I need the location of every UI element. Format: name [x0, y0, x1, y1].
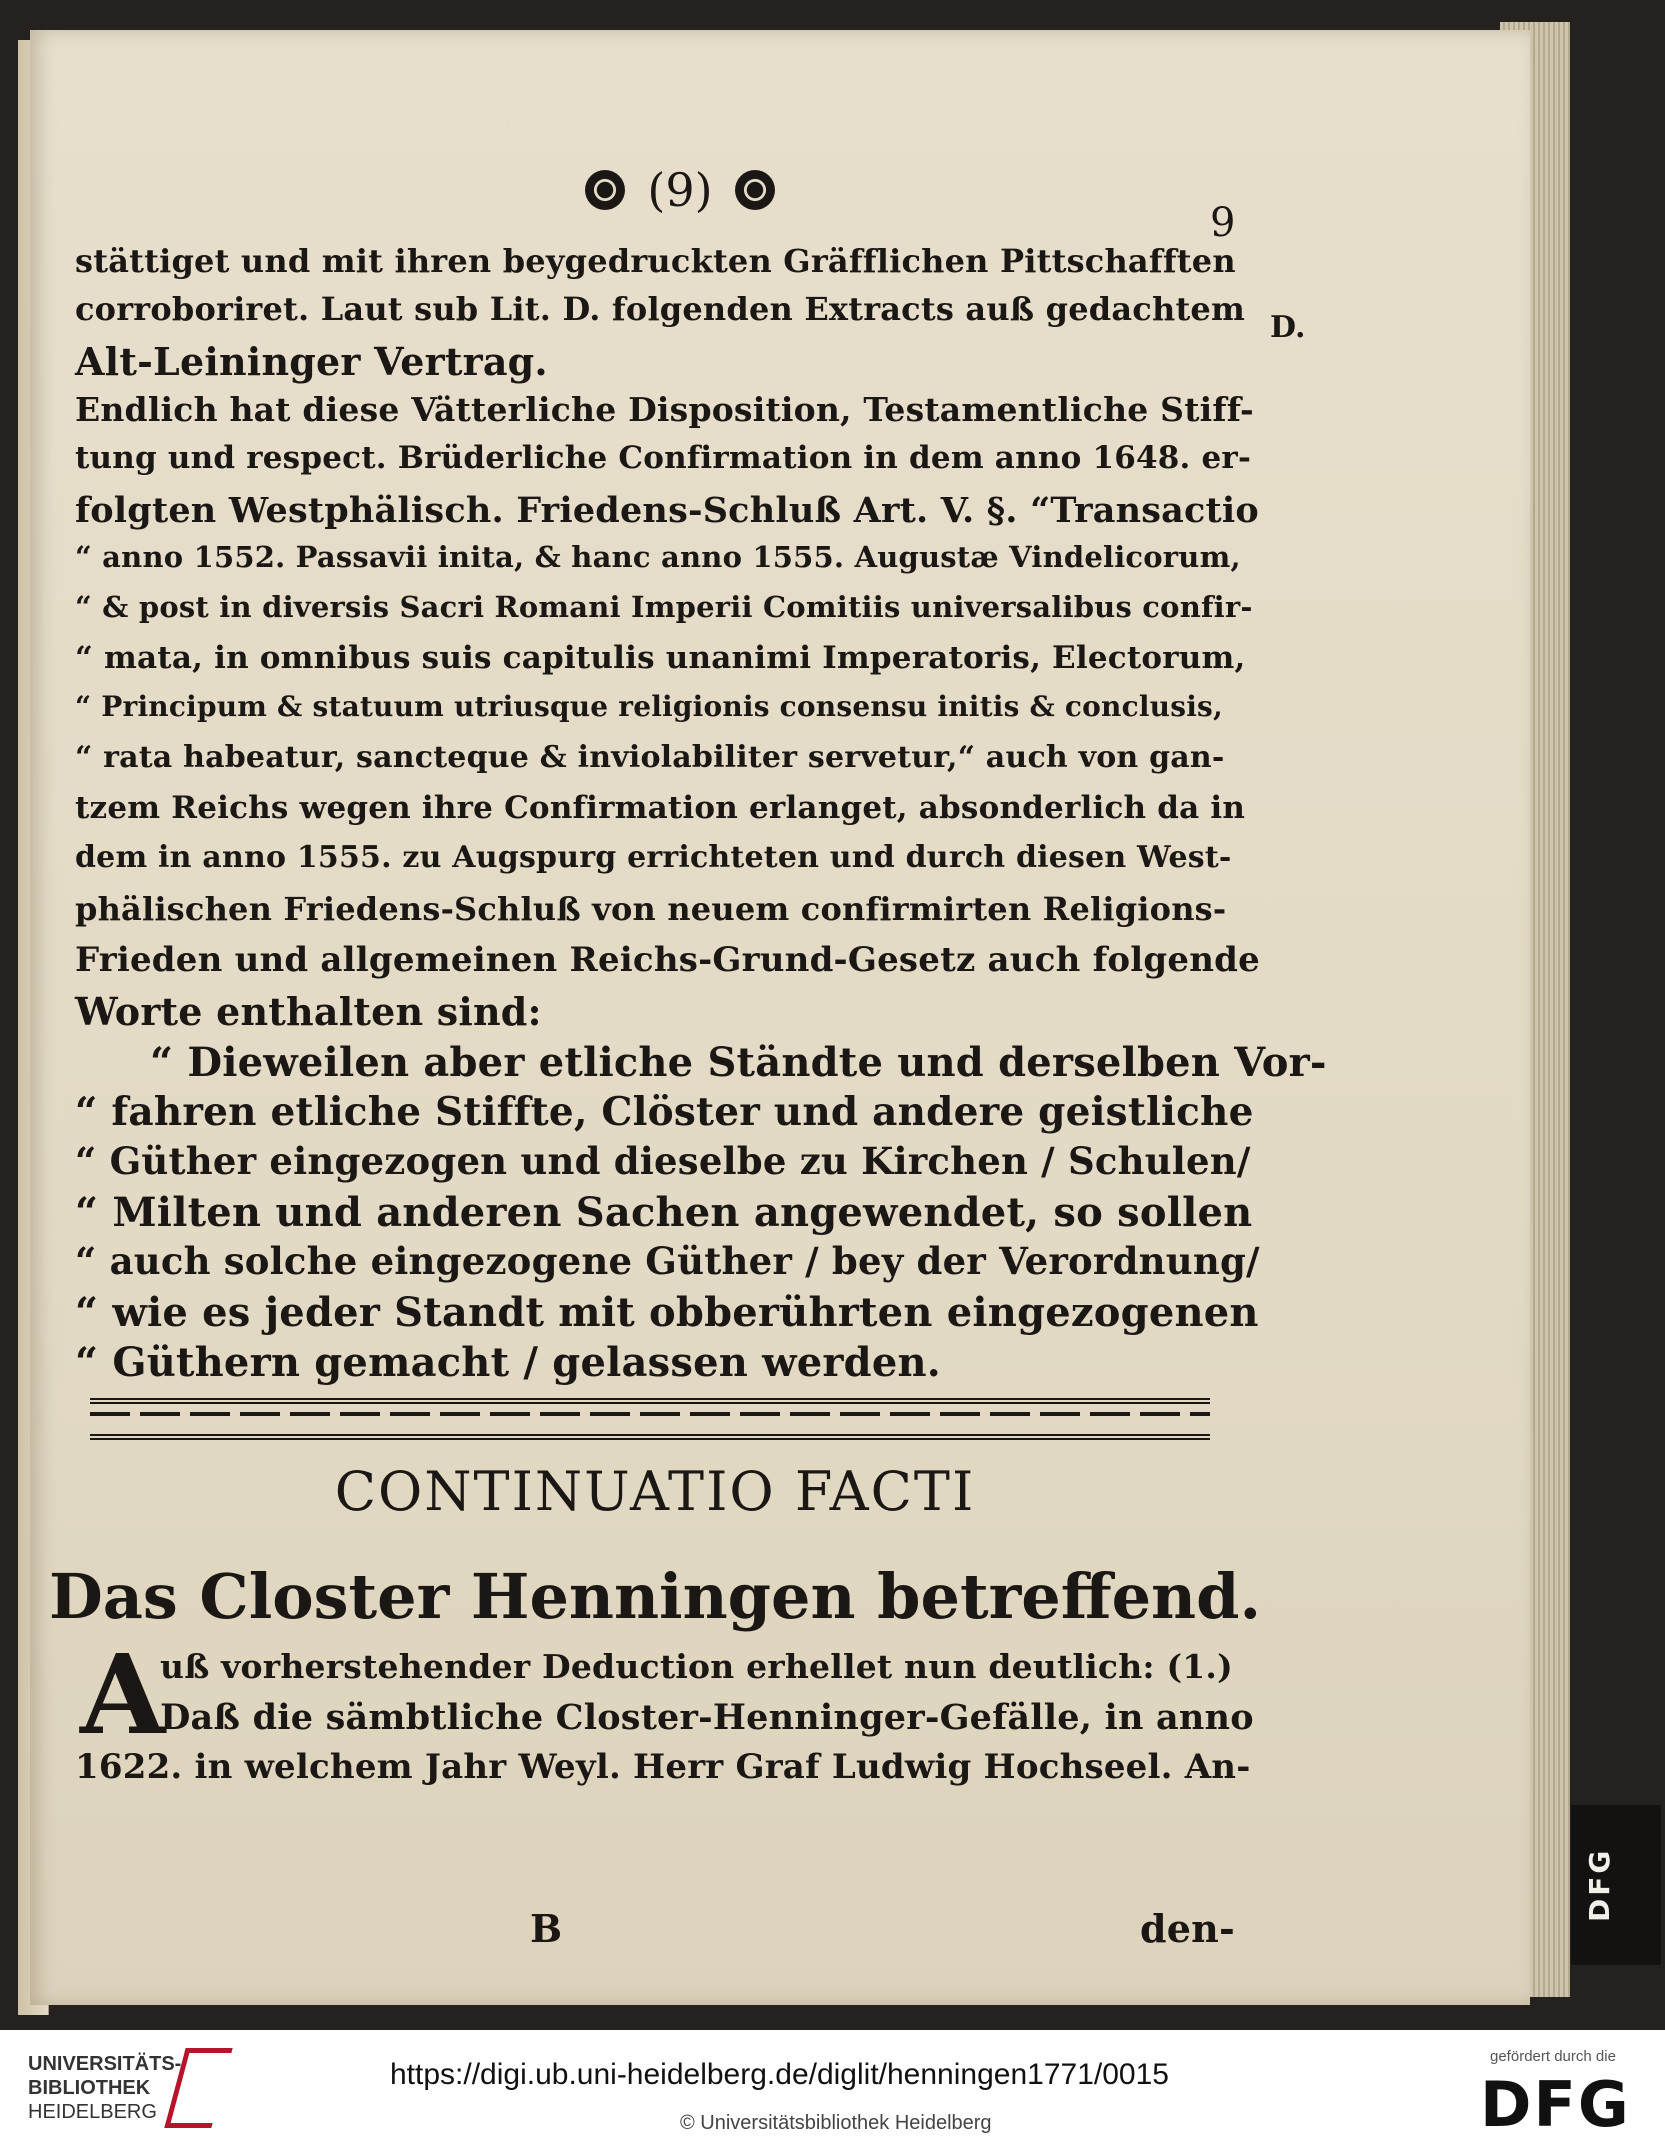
text-line: Endlich hat diese Vätterliche Disposition, Testamentliche Stiff-	[75, 390, 1254, 429]
document-url[interactable]: https://digi.ub.uni-heidelberg.de/diglit/henningen1771/0015	[390, 2058, 1169, 2091]
library-line: UNIVERSITÄTS-	[28, 2053, 182, 2075]
text-line: “ Milten und anderen Sachen angewendet, so sollen	[75, 1189, 1253, 1236]
text-line: tung und respect. Brüderliche Confirmation in dem anno 1648. er-	[75, 440, 1252, 476]
text-line: “ anno 1552. Passavii inita, & hanc anno 1555. Augustæ Vindelicorum,	[75, 540, 1241, 574]
text-line: Frieden und allgemeinen Reichs-Grund-Gesetz auch folgende	[75, 940, 1260, 980]
text-line: dem in anno 1555. zu Augspurg errichteten und durch diesen West-	[75, 840, 1232, 875]
text-line: “ & post in diversis Sacri Romani Imperii Comitiis universalibus confir-	[75, 590, 1253, 624]
copyright-notice: © Universitätsbibliothek Heidelberg	[680, 2112, 992, 2134]
page-header	[500, 155, 860, 225]
signature-mark: B	[530, 1906, 563, 1951]
text-line: “ auch solche eingezogene Güther / bey der Verordnung/	[75, 1239, 1260, 1283]
book-page	[30, 30, 1530, 2005]
text-line: phälischen Friedens-Schluß von neuem confirmirten Religions-	[75, 890, 1227, 928]
text-line: “ Dieweilen aber etliche Ständte und derselben Vor-	[150, 1039, 1327, 1086]
margin-note: D.	[1270, 310, 1306, 345]
library-line: HEIDELBERG	[28, 2101, 157, 2123]
library-line: BIBLIOTHEK	[28, 2077, 151, 2099]
text-line: “ Güther eingezogen und dieselbe zu Kirchen / Schulen/	[75, 1139, 1251, 1183]
ornamental-divider	[90, 1398, 1210, 1440]
text-line: Daß die sämbtliche Closter-Henninger-Gefälle, in anno	[160, 1697, 1254, 1738]
text-line: tzem Reichs wegen ihre Confirmation erlanget, absonderlich da in	[75, 790, 1246, 826]
text-line: uß vorherstehender Deduction erhellet nun deutlich: (1.)	[160, 1647, 1233, 1686]
text-line: “ rata habeatur, sancteque & inviolabiliter servetur,“ auch von gan-	[75, 740, 1225, 775]
drop-cap: A	[80, 1630, 166, 1759]
text-line: stättiget und mit ihren beygedruckten Gräfflichen Pittschafften	[75, 242, 1236, 280]
text-line: folgten Westphälisch. Friedens-Schluß Art. V. §. “Transactio	[75, 490, 1259, 531]
page-number: 9	[1210, 200, 1236, 246]
library-logo-text[interactable]	[28, 2052, 181, 2124]
text-line: “ Principum & statuum utriusque religionis consensu initis & conclusis,	[75, 690, 1223, 723]
page-marker: (9)	[647, 163, 713, 217]
section-title: CONTINUATIO FACTI	[334, 1460, 976, 1523]
page-tag-text: DFG	[1583, 1847, 1616, 1923]
rosette-ornament-icon	[585, 170, 625, 210]
funded-by-label: gefördert durch die	[1490, 2048, 1616, 2065]
text-line: “ fahren etliche Stiffte, Clöster und andere geistliche	[75, 1089, 1254, 1135]
text-line: “ mata, in omnibus suis capitulis unanimi Imperatoris, Electorum,	[75, 640, 1246, 676]
text-line: “ Güthern gemacht / gelassen werden.	[75, 1339, 941, 1386]
text-line: 1622. in welchem Jahr Weyl. Herr Graf Ludwig Hochseel. An-	[75, 1747, 1251, 1787]
text-line: Alt-Leininger Vertrag.	[75, 339, 548, 384]
rosette-ornament-icon	[735, 170, 775, 210]
text-line: Worte enthalten sind:	[75, 989, 542, 1034]
catchword: den-	[1140, 1906, 1235, 1951]
section-subtitle: Das Closter Henningen betreffend.	[48, 1560, 1262, 1633]
text-line: “ wie es jeder Standt mit obberührten eingezogenen	[75, 1289, 1259, 1336]
dfg-logo[interactable]: DFG	[1480, 2068, 1631, 2141]
page-tag-bar	[1571, 1805, 1661, 1965]
text-line: corroboriret. Laut sub Lit. D. folgenden Extracts auß gedachtem	[75, 290, 1246, 328]
viewer-footer	[0, 2030, 1665, 2151]
